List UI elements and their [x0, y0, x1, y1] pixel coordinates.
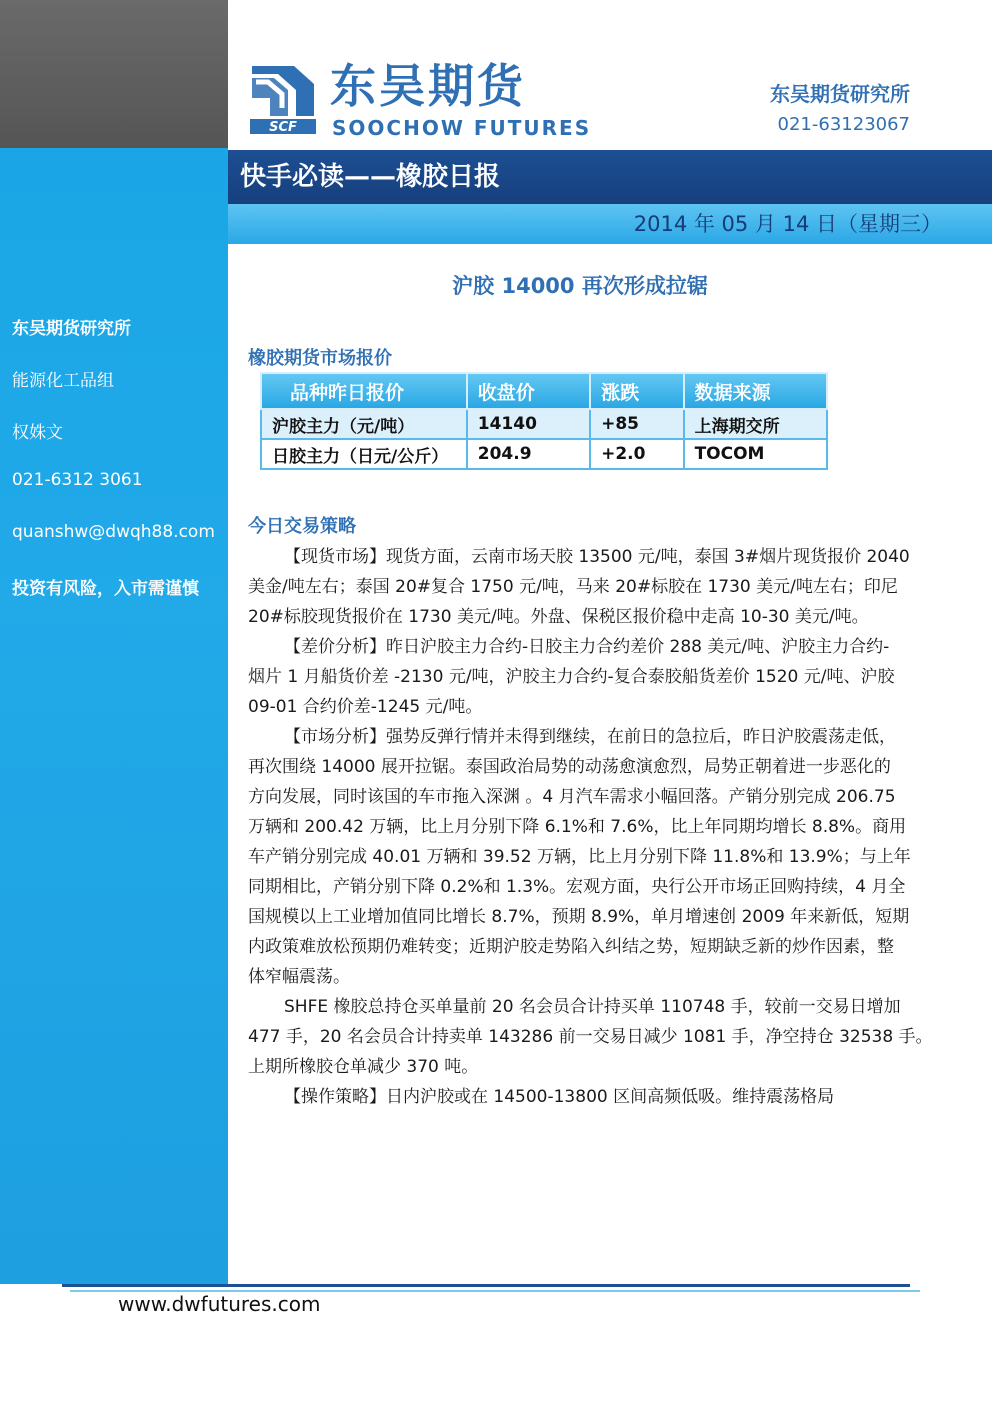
paragraph-operation-strategy [248, 1082, 912, 1112]
institute-name: 东吴期货研究所 [770, 82, 910, 106]
text-line: 烟片 1 月船货价差 -2130 元/吨，沪胶主力合约-复合泰胶船货差价 1520 元/吨、沪胶 [248, 667, 895, 687]
brand-name-cn: 东吴期货 [330, 59, 526, 113]
date-band [228, 204, 992, 244]
header-cell: 数据来源 [684, 373, 827, 409]
text-line: 车产销分别完成 40.01 万辆和 39.52 万辆，比上月分别下降 11.8%和 13.9%；与上年 [248, 847, 911, 867]
text-line: 再次围绕 14000 展开拉锯。泰国政治局势的动荡愈演愈烈，局势正朝着进一步恶化的 [248, 757, 891, 777]
strategy-section-title: 今日交易策略 [248, 516, 356, 537]
sidebar-org: 东吴期货研究所 [12, 319, 131, 339]
footer-divider [62, 1284, 910, 1287]
header-cell: 涨跌 [590, 373, 684, 409]
table-cell: TOCOM [684, 439, 827, 469]
report-title: 快手必读——橡胶日报 [240, 162, 501, 192]
footer-website: www.dwfutures.com [118, 1292, 321, 1316]
text-line: 万辆和 200.42 万辆，比上月分别下降 6.1%和 7.6%，比上年同期均增长 8.8%。商用 [248, 817, 907, 837]
sidebar-email: quanshw@dwqh88.com [12, 522, 215, 542]
sidebar-phone: 021-6312 3061 [12, 470, 143, 490]
quotes-section-title: 橡胶期货市场报价 [248, 348, 392, 369]
paragraph-positions [248, 992, 933, 1082]
text-line: 内政策难放松预期仍难转变；近期沪胶走势陷入纠结之势，短期缺乏新的炒作因素，整 [248, 937, 894, 957]
text-line: 同期相比，产销分别下降 0.2%和 1.3%。宏观方面，央行公开市场正回购持续，4 月全 [248, 877, 906, 897]
table-row [261, 439, 827, 469]
report-date: 2014 年 05 月 14 日（星期三） [633, 212, 942, 236]
text-line: 国规模以上工业增加值同比增长 8.7%，预期 8.9%，单月增速创 2009 年来新低，短期 [248, 907, 910, 927]
institute-phone: 021-63123067 [777, 114, 910, 135]
text-line: 20#标胶现货报价在 1730 美元/吨。外盘、保税区报价稳中走高 10-30 美元/吨。 [248, 607, 869, 627]
text-line: 【操作策略】日内沪胶或在 14500-13800 区间高频低吸。维持震荡格局 [284, 1087, 835, 1107]
header-cell: 收盘价 [467, 373, 590, 409]
table-cell: +85 [590, 409, 684, 439]
text-line: 477 手，20 名会员合计持卖单 143286 前一交易日减少 1081 手，净空持仓 32538 手。 [248, 1027, 933, 1047]
text-line: SHFE 橡胶总持仓买单量前 20 名会员合计持买单 110748 手，较前一交易日增加 [284, 997, 901, 1017]
table-cell: 14140 [467, 409, 590, 439]
headline: 沪胶 14000 再次形成拉锯 [452, 274, 708, 298]
sidebar-group: 能源化工品组 [12, 371, 114, 391]
brand-name-en: SOOCHOW FUTURES [332, 116, 592, 140]
sidebar-top-gray [0, 0, 228, 148]
scf-logo-icon [248, 62, 318, 134]
sidebar-risk-warning: 投资有风险，入市需谨慎 [12, 579, 199, 599]
text-line: 【差价分析】昨日沪胶主力合约-日胶主力合约差价 288 美元/吨、沪胶主力合约- [284, 637, 890, 657]
text-line: 方向发展，同时该国的车市拖入深渊 。4 月汽车需求小幅回落。产销分别完成 206.75 [248, 787, 896, 807]
quotes-table [260, 372, 828, 470]
paragraph-market-analysis [248, 722, 912, 992]
table-cell: +2.0 [590, 439, 684, 469]
table-cell: 沪胶主力（元/吨） [261, 409, 467, 439]
text-line: 体窄幅震荡。 [248, 967, 350, 987]
table-header-row [261, 373, 827, 409]
text-line: 【市场分析】强势反弹行情并未得到继续，在前日的急拉后，昨日沪胶震荡走低， [284, 727, 896, 747]
text-line: 美金/吨左右；泰国 20#复合 1750 元/吨，马来 20#标胶在 1730 美元/吨左右；印尼 [248, 577, 898, 597]
text-line: 09-01 合约价差-1245 元/吨。 [248, 697, 483, 717]
table-cell: 上海期交所 [684, 409, 827, 439]
report-title-band [228, 150, 992, 204]
logo-text: SCF [269, 120, 297, 134]
sidebar-analyst: 权姝文 [12, 423, 63, 443]
paragraph-spread-analysis [248, 632, 912, 722]
header-cell: 品种昨日报价 [261, 373, 467, 409]
table-row [261, 409, 827, 439]
text-line: 【现货市场】现货方面，云南市场天胶 13500 元/吨，泰国 3#烟片现货报价 2040 [284, 547, 910, 567]
paragraph-spot-market [248, 542, 912, 632]
table-cell: 204.9 [467, 439, 590, 469]
table-cell: 日胶主力（日元/公斤） [261, 439, 467, 469]
text-line: 上期所橡胶仓单减少 370 吨。 [248, 1057, 479, 1077]
